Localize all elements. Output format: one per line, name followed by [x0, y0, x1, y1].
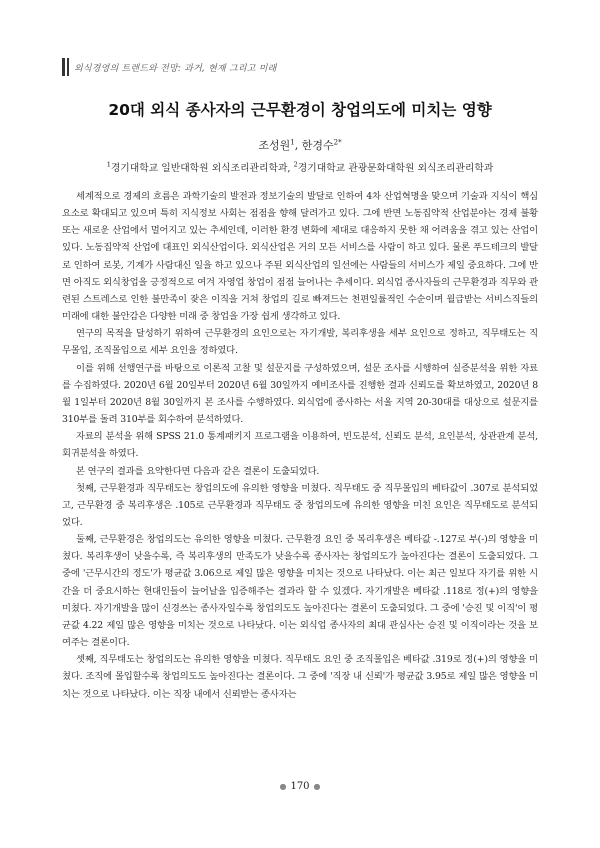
- affiliation-mark: 2: [293, 160, 298, 169]
- affiliation-line: [0, 160, 600, 174]
- header-bar-decoration: [62, 58, 65, 76]
- page-number: 170: [290, 781, 310, 792]
- author-name: 조성원: [258, 139, 291, 152]
- body-paragraph: 본 연구의 결과를 요약한다면 다음과 같은 결론이 도출되었다.: [76, 465, 320, 477]
- affiliation-text: 경기대학교 일반대학원 외식조리관리학과,: [110, 163, 291, 174]
- author-line: [0, 137, 600, 153]
- body-paragraph: 세계적으로 경제의 흐름은 과학기술의 발전과 정보기술의 발달로 인하여 4차 산업혁명을 맞으며 기술과 지식이 핵심요소로 확대되고 있으며 특히 지식정보 사회는 점점을 향해 달려가고 있다. 그에 반면 노동집약적 산업분야는 경제 불황 또는 새로운 산업에서 멀어지고 있는 추세인데, 이러한 환경 변화에 제대로 대응하지 못한 채 어려움을 겪고 있는 산업이 있다. 노동집약적 산업에 대표인 외식산업이다. 외식산업은 거의 모든 서비스를 사람이 하고 있다. 물론 푸드테크의 발달로 인하여 로봇, 기계가 사람대신 일을 하고 있으나 주된 외식산업의 일선에는 사람들의 서비스가 제일 중요하다. 그에 반면 아직도 외식창업을 긍정적으로 여겨 자영업 창업이 점점 늘어나는 추세이다. 외식업 종사자들의 근무환경과 직무와 관련된 스트레스로 인한 불만족이 잦은 이직을 거쳐 창업의 길로 빠져드는 천편일률적인 수순이며 월급받는 서비스직들의 미래에 대한 불안감은 다양한 미래 중 창업을 가장 쉽게 생각하고 있다.: [62, 191, 538, 323]
- running-header: [62, 58, 277, 76]
- author-separator: ,: [294, 139, 302, 152]
- body-paragraph: 이를 위해 선행연구를 바탕으로 이론적 고찰 및 설문지를 구성하였으며, 설문 조사를 시행하여 실증분석을 위한 자료를 수집하였다. 2020년 6월 20일부터 2020년 6월 30일까지 예비조사를 진행한 결과 신뢰도를 확보하였고, 2020년 8월 1일부터 2020년 8월 30일까지 본 조사를 수행하였다. 외식업에 종사하는 서울 지역 20-30대를 대상으로 설문지를 310부를 돌려 310부를 회수하여 분석하였다.: [62, 362, 538, 426]
- paper-title: 20대 외식 종사자의 근무환경이 창업의도에 미치는 영향: [108, 101, 492, 119]
- page-footer: [0, 781, 600, 792]
- header-bar-decoration-thin: [67, 58, 69, 76]
- body-paragraph: 연구의 목적을 달성하기 위하여 근무환경의 요인으로는 자기개발, 복리후생을 세부 요인으로 정하고, 직무태도는 직무몰입, 조직몰입으로 세부 요인을 정하였다.: [62, 328, 538, 357]
- abstract-body: [62, 188, 538, 703]
- author-affil-mark: 1: [290, 138, 295, 147]
- body-paragraph: 첫째, 근무환경과 직무태도는 창업의도에 유의한 영향을 미쳤다. 직무태도 중 직무몰입의 베타값이 .307로 분석되었고, 근무환경 중 복리후생은 .105로 근무환경과 직무태도 중 창업의도에 유의한 영향을 미친 요인은 직무태도로 분석되었다.: [62, 482, 538, 528]
- footer-dot-left: ●: [279, 782, 287, 791]
- body-paragraph: 셋째, 직무태도는 창업의도는 유의한 영향을 미쳤다. 직무태도 요인 중 조직몰입은 베타값 .319로 정(+)의 영향을 미쳤다. 조직에 몰입할수록 창업의도도 높아진다는 결론이다. 그 중에 '직장 내 신뢰'가 평균값 3.95로 제일 많은 영향을 미치는 것으로 나타났다. 이는 직장 내에서 신뢰받는 종사자는: [62, 654, 538, 700]
- body-paragraph: 둘째, 근무환경은 창업의도는 유의한 영향을 미쳤다. 근무환경 요인 중 복리후생은 베타값 -.127로 부(-)의 영향을 미쳤다. 복리후생이 낮을수록, 즉 복리후생의 만족도가 낮을수록 종사자는 창업의도가 높아진다는 결론이 도출되었다. 그 중에 '근무시간의 정도'가 평균값 3.06으로 제일 많은 영향을 미치는 것으로 나타났다. 이는 최근 일보다 자기를 위한 시간을 더 중요시하는 현대인들이 늘어날을 입증해주는 결과라 할 수 있겠다. 자기개발은 베타값 .118로 정(+)의 영향을 미쳤다. 자기개발을 많이 신경쓰는 종사자일수록 창업의도도 높아진다는 결론이 도출되었다. 그 중에 '승진 및 이직'이 평균값 4.22 제일 많은 영향을 미치는 것으로 나타났다. 이는 외식업 종사자의 최대 관심사는 승진 및 이직이라는 것을 보여주는 결론이다.: [62, 534, 538, 649]
- footer-dot-right: ●: [313, 782, 321, 791]
- author-affil-mark: 2*: [333, 138, 342, 147]
- running-header-text: 외식경영의 트렌드와 전망: 과거, 현재 그리고 미래: [74, 63, 277, 74]
- affiliation-text: 경기대학교 관광문화대학원 외식조리관리학과: [297, 163, 494, 174]
- author-name: 한경수: [301, 139, 334, 152]
- body-paragraph: 자료의 분석을 위해 SPSS 21.0 통계패키지 프로그램을 이용하여, 빈도분석, 신뢰도 분석, 요인분석, 상관관계 분석, 회귀분석을 하였다.: [62, 431, 538, 460]
- affiliation-mark: 1: [106, 160, 111, 169]
